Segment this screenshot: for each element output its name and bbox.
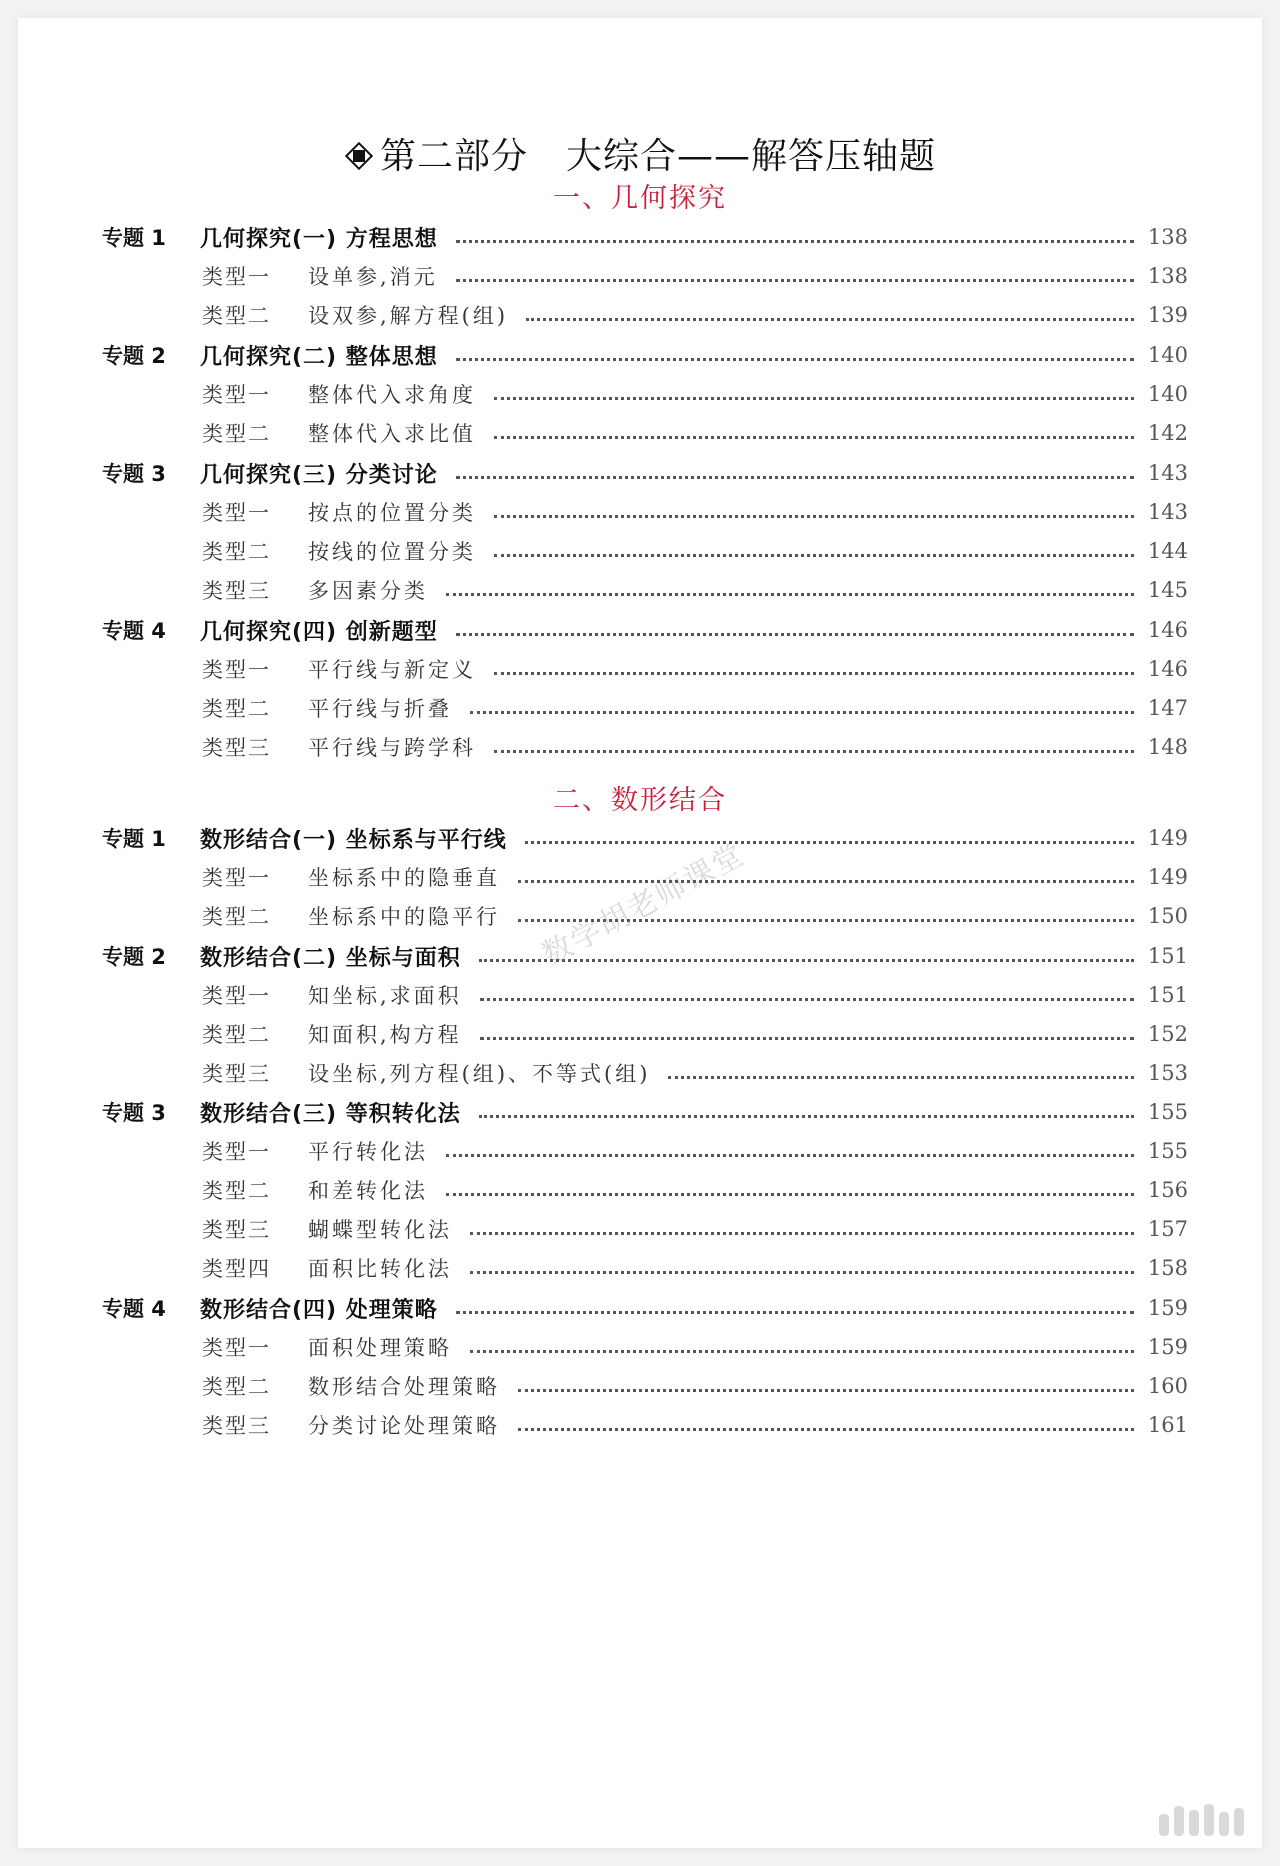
topic-name: 数形结合(二) 坐标与面积: [200, 945, 461, 971]
type-name: 面积比转化法: [308, 1257, 452, 1281]
type-tag: 类型一: [202, 265, 271, 289]
type-name: 分类讨论处理策略: [308, 1414, 500, 1438]
dot-leader: [525, 841, 1134, 844]
type-name: 坐标系中的隐垂直: [308, 866, 500, 890]
page-number: 146: [1147, 618, 1188, 642]
topic-tag: 专题 3: [102, 462, 166, 486]
toc-type-row[interactable]: [102, 1212, 1188, 1246]
page-number: 155: [1147, 1139, 1188, 1163]
type-tag: 类型三: [202, 1414, 271, 1438]
page-number: 152: [1147, 1022, 1188, 1046]
type-name: 知坐标,求面积: [308, 984, 462, 1008]
toc-type-row[interactable]: [102, 495, 1188, 529]
type-name: 蝴蝶型转化法: [308, 1218, 452, 1242]
page-number: 150: [1147, 904, 1188, 928]
page-number: 151: [1147, 983, 1188, 1007]
type-name: 平行转化法: [308, 1140, 428, 1164]
title-part: 第二部分: [379, 136, 528, 177]
topic-tag: 专题 4: [102, 619, 166, 643]
type-tag: 类型三: [202, 736, 271, 760]
type-tag: 类型二: [202, 697, 271, 721]
dot-leader: [518, 1428, 1134, 1431]
type-name: 按线的位置分类: [308, 540, 476, 564]
type-name: 平行线与新定义: [308, 658, 476, 682]
page-number: 153: [1147, 1061, 1188, 1085]
toc-type-row[interactable]: [102, 1017, 1188, 1051]
page-number: 146: [1147, 657, 1188, 681]
page-number: 145: [1147, 578, 1188, 602]
toc-topic-row[interactable]: [102, 338, 1188, 372]
type-tag: 类型一: [202, 658, 271, 682]
page-number: 159: [1147, 1335, 1188, 1359]
topic-name: 数形结合(四) 处理策略: [200, 1297, 438, 1323]
toc-type-row[interactable]: [102, 1408, 1188, 1442]
toc-type-row[interactable]: [102, 860, 1188, 894]
watermark: 数学胡老师课堂: [536, 837, 751, 974]
toc-topic-row[interactable]: [102, 220, 1188, 254]
toc-topic-row[interactable]: [102, 613, 1188, 647]
dot-leader: [479, 1115, 1134, 1118]
dot-leader: [456, 358, 1134, 361]
section-heading-number-shape: 二、数形结合: [553, 785, 727, 816]
page-number: 151: [1147, 944, 1188, 968]
dot-leader: [494, 515, 1134, 518]
topic-tag: 专题 1: [102, 226, 166, 250]
toc-topic-row[interactable]: [102, 939, 1188, 973]
toc-type-row[interactable]: [102, 416, 1188, 450]
topic-tag: 专题 2: [102, 945, 166, 969]
type-tag: 类型一: [202, 984, 271, 1008]
dot-leader: [494, 672, 1134, 675]
toc-type-row[interactable]: [102, 1173, 1188, 1207]
dot-leader: [456, 633, 1134, 636]
dot-leader: [470, 1271, 1134, 1274]
dot-leader: [668, 1076, 1134, 1079]
page-number: 144: [1147, 539, 1188, 563]
dot-leader: [494, 436, 1134, 439]
diamond-square-icon: [344, 141, 374, 171]
dot-leader: [518, 919, 1134, 922]
type-tag: 类型二: [202, 1023, 271, 1047]
page-number: 156: [1147, 1178, 1188, 1202]
page-number: 155: [1147, 1100, 1188, 1124]
page-number: 140: [1147, 343, 1188, 367]
type-tag: 类型三: [202, 1218, 271, 1242]
page-title: [0, 128, 1280, 179]
type-tag: 类型一: [202, 383, 271, 407]
dot-leader: [446, 1154, 1134, 1157]
topic-name: 几何探究(三) 分类讨论: [200, 462, 438, 488]
type-tag: 类型二: [202, 304, 271, 328]
type-tag: 类型一: [202, 501, 271, 525]
dot-leader: [494, 397, 1134, 400]
page-number: 138: [1147, 225, 1188, 249]
type-tag: 类型一: [202, 866, 271, 890]
toc-type-row[interactable]: [102, 978, 1188, 1012]
type-name: 设单参,消元: [308, 265, 438, 289]
toc-type-row[interactable]: [102, 691, 1188, 725]
type-name: 设坐标,列方程(组)、不等式(组): [308, 1062, 651, 1086]
type-tag: 类型二: [202, 1179, 271, 1203]
page-number: 142: [1147, 421, 1188, 445]
dot-leader: [470, 711, 1134, 714]
toc-type-row[interactable]: [102, 899, 1188, 933]
topic-name: 几何探究(二) 整体思想: [200, 344, 438, 370]
type-tag: 类型二: [202, 540, 271, 564]
dot-leader: [494, 750, 1134, 753]
type-tag: 类型四: [202, 1257, 271, 1281]
type-name: 和差转化法: [308, 1179, 428, 1203]
type-name: 按点的位置分类: [308, 501, 476, 525]
page-number: 159: [1147, 1296, 1188, 1320]
topic-name: 数形结合(一) 坐标系与平行线: [200, 827, 507, 853]
type-name: 坐标系中的隐平行: [308, 905, 500, 929]
page-number: 138: [1147, 264, 1188, 288]
toc-topic-row[interactable]: [102, 821, 1188, 855]
type-name: 整体代入求角度: [308, 383, 476, 407]
page-number: 157: [1147, 1217, 1188, 1241]
page-number: 148: [1147, 735, 1188, 759]
type-name: 整体代入求比值: [308, 422, 476, 446]
dot-leader: [470, 1232, 1134, 1235]
type-tag: 类型二: [202, 422, 271, 446]
dot-leader: [456, 240, 1134, 243]
type-name: 知面积,构方程: [308, 1023, 462, 1047]
dot-leader: [480, 998, 1134, 1001]
type-name: 设双参,解方程(组): [308, 304, 509, 328]
toc-type-row[interactable]: [102, 298, 1188, 332]
title-name: 大综合——解答压轴题: [566, 136, 937, 177]
toc-topic-row[interactable]: [102, 1291, 1188, 1325]
type-tag: 类型一: [202, 1140, 271, 1164]
page-number: 158: [1147, 1256, 1188, 1280]
page-number: 147: [1147, 696, 1188, 720]
page-number: 140: [1147, 382, 1188, 406]
dot-leader: [456, 476, 1134, 479]
type-name: 多因素分类: [308, 579, 428, 603]
type-tag: 类型三: [202, 1062, 271, 1086]
page-number: 149: [1147, 865, 1188, 889]
toc-type-row[interactable]: [102, 534, 1188, 568]
type-name: 面积处理策略: [308, 1336, 452, 1360]
dot-leader: [518, 880, 1134, 883]
page-number: 149: [1147, 826, 1188, 850]
type-tag: 类型二: [202, 905, 271, 929]
dot-leader: [518, 1389, 1134, 1392]
page-number: 143: [1147, 500, 1188, 524]
topic-tag: 专题 1: [102, 827, 166, 851]
dot-leader: [480, 1037, 1134, 1040]
toc-type-row[interactable]: [102, 1056, 1188, 1090]
topic-tag: 专题 3: [102, 1101, 166, 1125]
dot-leader: [526, 318, 1134, 321]
toc-type-row[interactable]: [102, 652, 1188, 686]
dot-leader: [470, 1350, 1134, 1353]
toc-type-row[interactable]: [102, 377, 1188, 411]
type-name: 平行线与折叠: [308, 697, 452, 721]
topic-tag: 专题 2: [102, 344, 166, 368]
toc-type-row[interactable]: [102, 259, 1188, 293]
page-number: 143: [1147, 461, 1188, 485]
type-name: 数形结合处理策略: [308, 1375, 500, 1399]
toc-topic-row[interactable]: [102, 456, 1188, 490]
dot-leader: [456, 1311, 1134, 1314]
dot-leader: [479, 959, 1134, 962]
scan-bars-icon: [1159, 1804, 1244, 1836]
topic-tag: 专题 4: [102, 1297, 166, 1321]
toc-topic-row[interactable]: [102, 1095, 1188, 1129]
topic-name: 几何探究(四) 创新题型: [200, 619, 438, 645]
dot-leader: [494, 554, 1134, 557]
type-name: 平行线与跨学科: [308, 736, 476, 760]
type-tag: 类型一: [202, 1336, 271, 1360]
page-number: 139: [1147, 303, 1188, 327]
toc-type-row[interactable]: [102, 1251, 1188, 1285]
type-tag: 类型二: [202, 1375, 271, 1399]
type-tag: 类型三: [202, 579, 271, 603]
topic-name: 数形结合(三) 等积转化法: [200, 1101, 461, 1127]
toc-type-row[interactable]: [102, 573, 1188, 607]
dot-leader: [446, 593, 1134, 596]
toc-type-row[interactable]: [102, 1369, 1188, 1403]
dot-leader: [446, 1193, 1134, 1196]
page-number: 161: [1147, 1413, 1188, 1437]
toc-type-row[interactable]: [102, 1134, 1188, 1168]
dot-leader: [456, 279, 1134, 282]
page-number: 160: [1147, 1374, 1188, 1398]
section-heading-geometry: 一、几何探究: [553, 183, 727, 214]
toc-type-row[interactable]: [102, 730, 1188, 764]
toc-type-row[interactable]: [102, 1330, 1188, 1364]
topic-name: 几何探究(一) 方程思想: [200, 226, 438, 252]
